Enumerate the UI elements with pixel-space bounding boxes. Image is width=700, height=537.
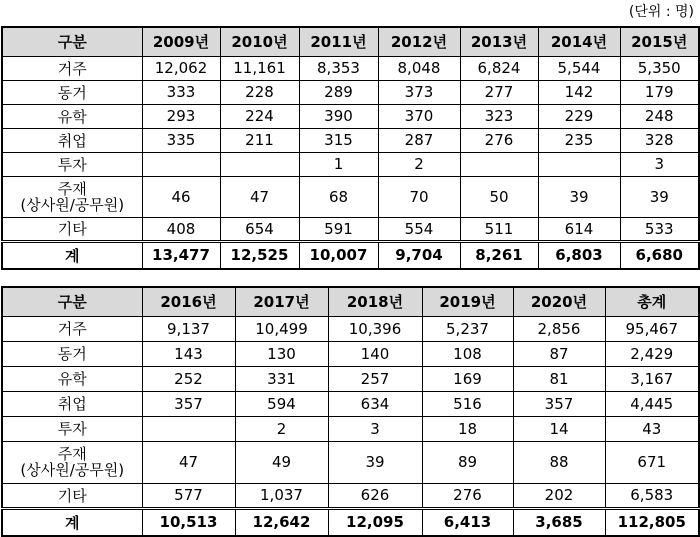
cell: 511 <box>460 217 538 241</box>
cell: 229 <box>538 104 620 128</box>
row-label: 거주 <box>2 316 142 341</box>
cell: 5,544 <box>538 56 620 80</box>
row-label: 유학 <box>2 366 142 391</box>
cell: 516 <box>422 391 513 416</box>
cell: 6,583 <box>605 483 699 508</box>
cell: 39 <box>620 176 699 217</box>
cell: 12,095 <box>328 508 422 536</box>
cell: 10,396 <box>328 316 422 341</box>
header-year: 2016년 <box>142 287 235 316</box>
cell: 143 <box>142 341 235 366</box>
cell: 18 <box>422 416 513 441</box>
cell: 3 <box>620 152 699 176</box>
cell: 5,350 <box>620 56 699 80</box>
cell: 373 <box>378 80 460 104</box>
table-row <box>2 416 699 441</box>
header-year: 2010년 <box>220 27 299 56</box>
cell: 10,499 <box>235 316 328 341</box>
header-category: 구분 <box>2 27 142 56</box>
cell: 3,685 <box>513 508 605 536</box>
cell: 2,856 <box>513 316 605 341</box>
cell: 333 <box>142 80 220 104</box>
unit-label: (단위 : 명) <box>628 4 694 20</box>
cell: 228 <box>220 80 299 104</box>
cell: 357 <box>513 391 605 416</box>
cell: 276 <box>460 128 538 152</box>
cell: 390 <box>299 104 378 128</box>
cell: 12,525 <box>220 241 299 269</box>
cell: 130 <box>235 341 328 366</box>
cell: 179 <box>620 80 699 104</box>
table-row <box>2 441 699 483</box>
cell: 626 <box>328 483 422 508</box>
table-row <box>2 391 699 416</box>
cell: 11,161 <box>220 56 299 80</box>
cell: 6,824 <box>460 56 538 80</box>
header-year: 2009년 <box>142 27 220 56</box>
cell: 140 <box>328 341 422 366</box>
table-row <box>2 366 699 391</box>
cell: 10,007 <box>299 241 378 269</box>
row-label <box>2 176 142 217</box>
total-row <box>2 508 699 536</box>
cell: 289 <box>299 80 378 104</box>
cell: 43 <box>605 416 699 441</box>
cell: 577 <box>142 483 235 508</box>
cell: 323 <box>460 104 538 128</box>
cell: 13,477 <box>142 241 220 269</box>
cell: 89 <box>422 441 513 483</box>
cell: 142 <box>538 80 620 104</box>
cell: 328 <box>620 128 699 152</box>
cell: 5,237 <box>422 316 513 341</box>
cell: 12,642 <box>235 508 328 536</box>
cell: 112,805 <box>605 508 699 536</box>
header-year: 2015년 <box>620 27 699 56</box>
cell: 634 <box>328 391 422 416</box>
header-year: 2013년 <box>460 27 538 56</box>
cell: 39 <box>328 441 422 483</box>
cell: 87 <box>513 341 605 366</box>
cell: 50 <box>460 176 538 217</box>
cell: 8,353 <box>299 56 378 80</box>
header-year: 2012년 <box>378 27 460 56</box>
cell: 357 <box>142 391 235 416</box>
row-label: 유학 <box>2 104 142 128</box>
header-year: 2014년 <box>538 27 620 56</box>
header-year: 2017년 <box>235 287 328 316</box>
cell: 1,037 <box>235 483 328 508</box>
header-year: 2019년 <box>422 287 513 316</box>
cell: 591 <box>299 217 378 241</box>
cell: 252 <box>142 366 235 391</box>
cell: 4,445 <box>605 391 699 416</box>
header-total: 총계 <box>605 287 699 316</box>
cell: 594 <box>235 391 328 416</box>
row-label-line: 주재 <box>57 179 87 198</box>
table-2009-2015 <box>1 26 700 270</box>
cell: 9,704 <box>378 241 460 269</box>
cell: 49 <box>235 441 328 483</box>
cell: 14 <box>513 416 605 441</box>
cell <box>538 152 620 176</box>
cell <box>460 152 538 176</box>
cell: 95,467 <box>605 316 699 341</box>
cell: 2,429 <box>605 341 699 366</box>
table-2016-2020 <box>1 286 700 537</box>
cell: 169 <box>422 366 513 391</box>
cell: 68 <box>299 176 378 217</box>
header-category: 구분 <box>2 287 142 316</box>
cell: 287 <box>378 128 460 152</box>
cell: 277 <box>460 80 538 104</box>
row-label-line: (상사원/공무원) <box>20 195 125 214</box>
cell: 10,513 <box>142 508 235 536</box>
row-label <box>2 441 142 483</box>
cell: 108 <box>422 341 513 366</box>
cell: 3,167 <box>605 366 699 391</box>
row-label: 투자 <box>2 152 142 176</box>
cell <box>220 152 299 176</box>
cell: 8,261 <box>460 241 538 269</box>
table-row <box>2 152 699 176</box>
cell: 671 <box>605 441 699 483</box>
cell: 9,137 <box>142 316 235 341</box>
cell: 257 <box>328 366 422 391</box>
cell: 224 <box>220 104 299 128</box>
cell: 81 <box>513 366 605 391</box>
table-row <box>2 316 699 341</box>
row-label: 동거 <box>2 341 142 366</box>
cell: 335 <box>142 128 220 152</box>
cell: 8,048 <box>378 56 460 80</box>
total-row <box>2 241 699 269</box>
cell: 370 <box>378 104 460 128</box>
table-row <box>2 104 699 128</box>
cell: 2 <box>378 152 460 176</box>
cell: 276 <box>422 483 513 508</box>
cell: 533 <box>620 217 699 241</box>
cell: 1 <box>299 152 378 176</box>
row-label-line: 주재 <box>57 445 87 463</box>
row-label: 취업 <box>2 391 142 416</box>
row-label: 거주 <box>2 56 142 80</box>
row-label: 취업 <box>2 128 142 152</box>
row-label: 기타 <box>2 217 142 241</box>
row-label: 동거 <box>2 80 142 104</box>
table-header-row <box>2 287 699 316</box>
row-label: 기타 <box>2 483 142 508</box>
cell: 202 <box>513 483 605 508</box>
table-row <box>2 128 699 152</box>
cell: 3 <box>328 416 422 441</box>
row-label: 계 <box>2 241 142 269</box>
cell <box>142 152 220 176</box>
row-label: 계 <box>2 508 142 536</box>
row-label: 투자 <box>2 416 142 441</box>
cell: 46 <box>142 176 220 217</box>
table-row <box>2 341 699 366</box>
cell: 2 <box>235 416 328 441</box>
cell: 248 <box>620 104 699 128</box>
cell: 6,803 <box>538 241 620 269</box>
header-year: 2020년 <box>513 287 605 316</box>
table-row <box>2 217 699 241</box>
cell: 88 <box>513 441 605 483</box>
header-year: 2018년 <box>328 287 422 316</box>
cell: 235 <box>538 128 620 152</box>
cell: 47 <box>220 176 299 217</box>
cell: 70 <box>378 176 460 217</box>
cell: 6,680 <box>620 241 699 269</box>
cell: 39 <box>538 176 620 217</box>
cell: 331 <box>235 366 328 391</box>
table-row <box>2 80 699 104</box>
cell: 654 <box>220 217 299 241</box>
table-row <box>2 56 699 80</box>
cell: 293 <box>142 104 220 128</box>
row-label-line: (상사원/공무원) <box>20 461 125 479</box>
table-row <box>2 483 699 508</box>
cell: 211 <box>220 128 299 152</box>
table-header-row <box>2 27 699 56</box>
header-year: 2011년 <box>299 27 378 56</box>
cell: 408 <box>142 217 220 241</box>
cell <box>142 416 235 441</box>
cell: 614 <box>538 217 620 241</box>
cell: 554 <box>378 217 460 241</box>
table-row <box>2 176 699 217</box>
cell: 12,062 <box>142 56 220 80</box>
cell: 6,413 <box>422 508 513 536</box>
cell: 47 <box>142 441 235 483</box>
cell: 315 <box>299 128 378 152</box>
